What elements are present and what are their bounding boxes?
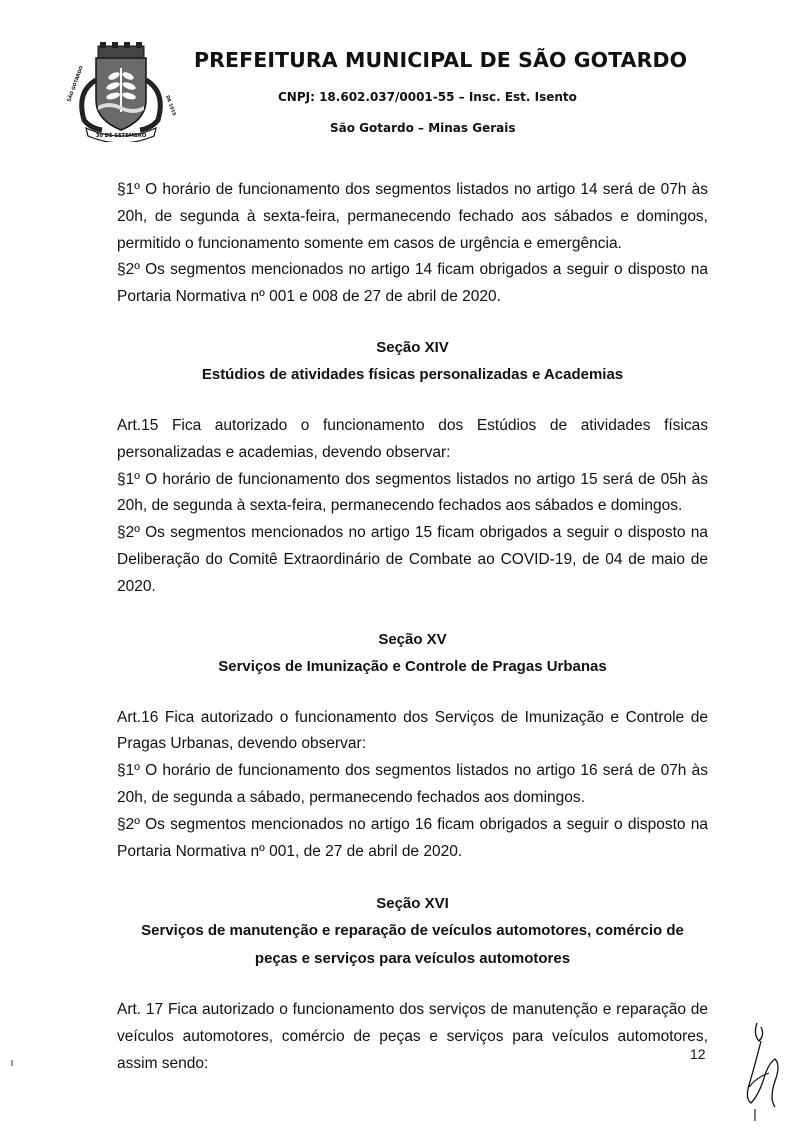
crest-right-text: DE 1915 bbox=[164, 94, 177, 117]
crest-left-text: SÃO GOTARDO bbox=[67, 65, 85, 103]
paragraph-art16-p1: §1º O horário de funcionamento dos segmentos listados no artigo 16 será de 07h às 20h, de segunda a sábado, permanecendo fechados aos domingos. bbox=[117, 762, 708, 806]
section-xvi-subtitle-line1: Serviços de manutenção e reparação de veículos automotores, comércio de bbox=[141, 922, 684, 940]
header-city: São Gotardo – Minas Gerais bbox=[330, 121, 516, 135]
header-title: PREFEITURA MUNICIPAL DE SÃO GOTARDO bbox=[194, 48, 688, 72]
handwritten-signature bbox=[735, 1015, 790, 1125]
section-xv-title: Seção XV bbox=[378, 630, 447, 648]
crest-ribbon-text: 30 DE SETEMBRO bbox=[95, 133, 147, 139]
scan-speck bbox=[11, 1060, 13, 1066]
paragraph-art15-p1: §1º O horário de funcionamento dos segmentos listados no artigo 15 será de 05h às 20h, de segunda à sexta-feira, permanecendo fechados aos sábados e domingos. bbox=[117, 470, 708, 515]
section-xiv-subtitle: Estúdios de atividades físicas personalizadas e Academias bbox=[201, 365, 624, 383]
paragraph-art14-p1: §1º O horário de funcionamento dos segmentos listados no artigo 14 será de 07h às 20h, de segunda à sexta-feira, permanecendo fechado aos sábados e domingos, permitido o funcionamento somente em casos de urgência e emergência. bbox=[117, 181, 708, 252]
header-cnpj: CNPJ: 18.602.037/0001-55 – Insc. Est. Isento bbox=[278, 90, 577, 104]
paragraph-art15: Art.15 Fica autorizado o funcionamento dos Estúdios de atividades físicas personalizadas e academias, devendo observar: bbox=[117, 416, 708, 461]
paragraph-art17: Art. 17 Fica autorizado o funcionamento dos serviços de manutenção e reparação de veículos automotores, comércio de peças e serviços para veículos automotores, assim sendo: bbox=[117, 1001, 708, 1072]
section-xv-subtitle: Serviços de Imunização e Controle de Pragas Urbanas bbox=[218, 657, 607, 675]
paragraph-art14-p2: §2º Os segmentos mencionados no artigo 14 ficam obrigados a seguir o disposto na Portaria Normativa nº 001 e 008 de 27 de abril de 2020. bbox=[117, 261, 708, 306]
municipal-crest-logo bbox=[62, 40, 180, 142]
paragraph-art15-p2: §2º Os segmentos mencionados no artigo 15 ficam obrigados a seguir o disposto na Deliberação do Comitê Extraordinário de Combate ao COVID-19, de 04 de maio de 2020. bbox=[117, 524, 708, 595]
document-body bbox=[117, 177, 708, 1078]
section-xiv-title: Seção XIV bbox=[376, 338, 449, 356]
paragraph-art16: Art.16 Fica autorizado o funcionamento dos Serviços de Imunização e Controle de Pragas Urbanas, devendo observar: bbox=[117, 708, 708, 753]
section-xvi-title: Seção XVI bbox=[376, 895, 449, 913]
paragraph-art16-p2: §2º Os segmentos mencionados no artigo 16 ficam obrigados a seguir o disposto na Portaria Normativa nº 001, de 27 de abril de 2020. bbox=[117, 815, 708, 860]
section-xvi-subtitle-line2: peças e serviços para veículos automotores bbox=[254, 950, 571, 968]
page-number: 12 bbox=[690, 1046, 706, 1062]
